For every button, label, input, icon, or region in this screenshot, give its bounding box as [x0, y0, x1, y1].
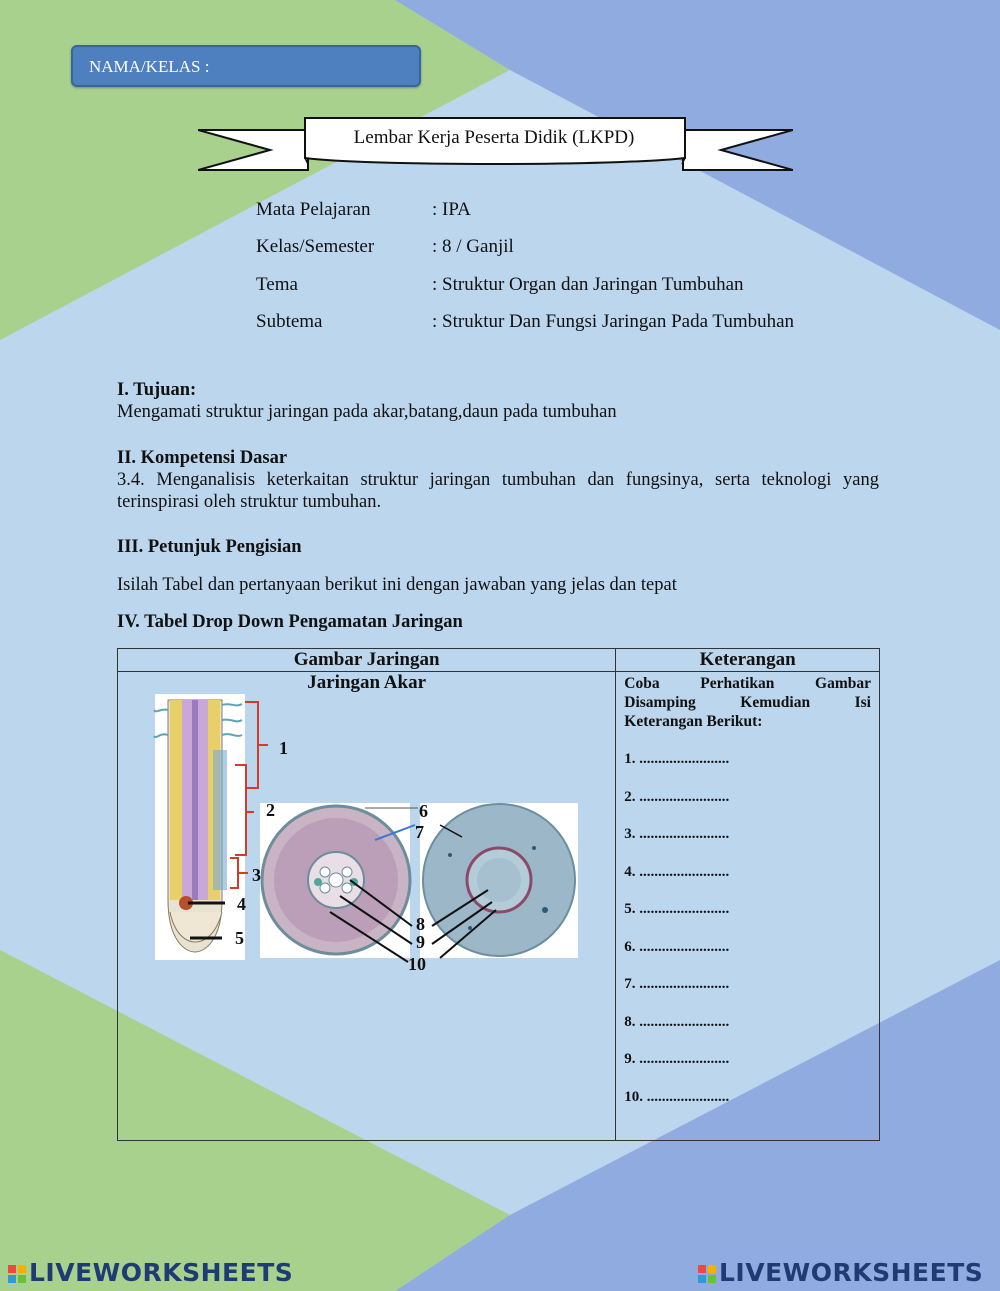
diagram-label-10: 10 — [408, 954, 426, 974]
tabel-heading: IV. Tabel Drop Down Pengamatan Jaringan — [117, 612, 463, 632]
kd-line-2: terinspirasi oleh struktur tumbuhan. — [117, 492, 382, 512]
instruction-line: Coba Perhatikan Gambar — [624, 675, 871, 692]
diagram-label-6: 6 — [419, 801, 428, 821]
root-hair-zone — [213, 750, 227, 890]
keterangan-cell — [616, 672, 880, 1141]
diagram-label-4: 4 — [237, 894, 246, 914]
info-value: : IPA — [432, 199, 471, 220]
instruction-line: Keterangan Berikut: — [624, 713, 763, 730]
info-value: : Struktur Organ dan Jaringan Tumbuhan — [432, 274, 744, 295]
cell-dot — [468, 926, 472, 930]
petunjuk-text: Isilah Tabel dan pertanyaan berikut ini dengan jawaban yang jelas dan tepat — [117, 575, 677, 595]
diagram-label-8: 8 — [416, 914, 425, 934]
diagram-label-7: 7 — [415, 822, 424, 842]
col-header-gambar: Gambar Jaringan — [118, 649, 616, 672]
worksheet-title: Lembar Kerja Peserta Didik (LKPD) — [353, 127, 635, 148]
phloem-cell — [314, 878, 322, 886]
answer-dropdown-8[interactable]: 8. ........................ — [624, 1013, 730, 1030]
tujuan-text: Mengamati struktur jaringan pada akar,batang,daun pada tumbuhan — [117, 402, 617, 422]
diagram-label-1: 1 — [279, 738, 288, 758]
bracket-1 — [245, 702, 268, 788]
diagram-label-2: 2 — [266, 800, 275, 820]
answer-dropdown-1[interactable]: 1. ........................ — [624, 751, 730, 767]
tujuan-heading: I. Tujuan: — [117, 380, 197, 400]
logo-text: LIVEWORKSHEETS — [29, 1258, 294, 1287]
info-label: Subtema — [256, 311, 323, 332]
info-row-subtema — [256, 311, 856, 337]
kd-line-1: 3.4. Menganalisis keterkaitan struktur jaringan tumbuhan dan fungsinya, serta teknologi yang — [117, 470, 879, 490]
info-label: Kelas/Semester — [256, 236, 375, 257]
kd-heading: II. Kompetensi Dasar — [117, 448, 288, 468]
answer-dropdown-3[interactable]: 3. ........................ — [624, 826, 730, 842]
info-label: Tema — [256, 274, 298, 295]
diagram-label-5: 5 — [235, 928, 244, 948]
cortex-left — [170, 700, 182, 900]
xylem-cell — [320, 867, 330, 877]
info-value: : Struktur Dan Fungsi Jaringan Pada Tumbuhan — [432, 311, 795, 332]
answer-dropdown-5[interactable]: 5. ........................ — [624, 901, 730, 917]
col-header-keterangan: Keterangan — [616, 649, 880, 672]
info-value: : 8 / Ganjil — [432, 236, 514, 257]
root-tissue-diagram — [150, 690, 590, 975]
diagram-label-9: 9 — [416, 932, 425, 952]
diagram-label-3: 3 — [252, 865, 261, 885]
pith-2 — [477, 858, 521, 902]
answer-dropdown-7[interactable]: 7. ........................ — [624, 976, 730, 992]
answer-dropdown-9[interactable]: 9. ........................ — [624, 1051, 730, 1067]
info-label: Mata Pelajaran — [256, 199, 371, 220]
cell-dot — [542, 907, 548, 913]
image-title: Jaringan Akar — [307, 672, 427, 693]
answer-dropdown-2[interactable]: 2. ........................ — [624, 788, 730, 805]
answer-dropdown-6[interactable]: 6. ........................ — [624, 938, 730, 955]
logo-text: LIVEWORKSHEETS — [719, 1258, 984, 1287]
instruction-line: Disamping Kemudian Isi — [624, 694, 871, 711]
xylem-cell — [320, 883, 330, 893]
liveworksheets-icon — [8, 1265, 26, 1283]
cell-dot — [448, 853, 452, 857]
liveworksheets-logo-right — [698, 1258, 983, 1287]
info-row-tema — [256, 274, 856, 300]
info-row-mapel — [256, 199, 856, 225]
info-row-kelas — [256, 236, 856, 262]
xylem-center — [329, 873, 343, 887]
xylem-cell — [342, 883, 352, 893]
xylem-cell — [342, 867, 352, 877]
liveworksheets-logo-left — [8, 1258, 293, 1287]
cell-dot — [532, 846, 536, 850]
nama-kelas-field[interactable]: NAMA/KELAS : — [71, 45, 421, 87]
petunjuk-heading: III. Petunjuk Pengisian — [117, 537, 302, 557]
answer-dropdown-4[interactable]: 4. ........................ — [624, 863, 730, 880]
liveworksheets-icon — [698, 1265, 716, 1283]
answer-dropdown-10[interactable]: 10. ...................... — [624, 1088, 730, 1105]
central-stele — [192, 700, 198, 900]
